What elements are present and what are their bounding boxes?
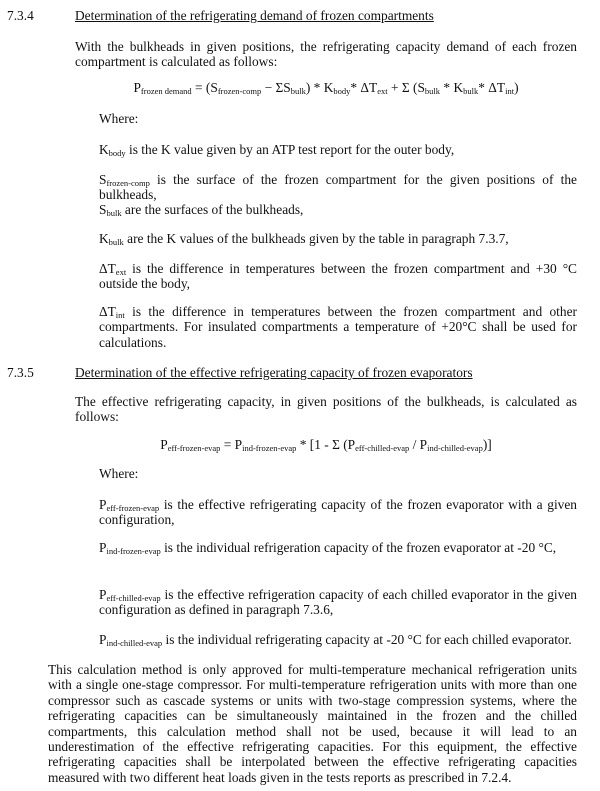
section-number-7-3-5: 7.3.5 xyxy=(7,365,34,380)
section-number-7-3-4: 7.3.4 xyxy=(7,8,34,23)
definition-p-ind-frozen-evap: $P_{ind-frozen-evap}$ is the individual refrigeration capacity of the frozen evaporator at -20 °C, xyxy=(99,540,557,556)
section-title-7-3-4: Determination of the refrigerating demand of frozen compartments xyxy=(75,8,434,23)
definition-k-body: $K_{body}$ is the K value given by an ATP test report for the outer body, xyxy=(99,142,455,158)
where-label: Where: xyxy=(99,111,139,126)
effective-capacity-formula: $P_{eff-frozen-evap} = P_{ind-frozen-evap} * [1 - \Sigma$ $(P_{eff-chilled-evap} / P_{ind-chilled-evap})$] xyxy=(160,437,492,453)
where-label-2: Where: xyxy=(99,466,139,481)
definition-p-eff-chilled-evap: $P_{eff-chilled-evap}$ is the effective refrigeration capacity of each chilled evaporator in the given configuration as defined in paragraph 7.3.6, xyxy=(99,587,577,618)
definition-k-bulk: $K_{bulk}$ are the K values of the bulkheads given by the table in paragraph 7.3.7, xyxy=(99,231,509,247)
method-limitation-paragraph: This calculation method is only approved for multi-temperature mechanical refrigeration units with a single one-stage compressor. For multi-temperature refrigeration units with more than one compressor such as cascade systems or units with two-stage compression systems, where the refrigerating capacities can be simultaneously maintained in the frozen and the chilled compartments, this calculation method shall not be used, because it will lead to an underestimation of the effective refrigerating capacities. For this equipment, the effective refrigerating capacities shall be interpolated between the effective refrigerating capacities measured with two different heat loads given in the tests reports as prescribed in 7.2.4. xyxy=(48,662,577,785)
frozen-demand-intro: With the bulkheads in given positions, the refrigerating capacity demand of each frozen compartment is calculated as follows: xyxy=(75,39,577,70)
definition-delta-t-ext: $\Delta T_{ext}$ is the difference in temperatures between the frozen compartment and +30 °C outside the body, xyxy=(99,261,577,292)
definition-s-frozen-comp: $S_{frozen-comp}$ is the surface of the frozen compartment for the given positions of the bulkheads, xyxy=(99,172,577,203)
effective-capacity-intro: The effective refrigerating capacity, in given positions of the bulkheads, is calculated as follows: xyxy=(75,394,577,425)
definition-delta-t-int: $\Delta T_{int}$ is the difference in temperatures between the frozen compartment and other compartments. For insulated compartments a temperature of +20°C shall be used for calculations. xyxy=(99,304,577,350)
definition-s-bulk: $S_{bulk}$ are the surfaces of the bulkheads, xyxy=(99,202,304,218)
section-title-7-3-5: Determination of the effective refrigerating capacity of frozen evaporators xyxy=(75,365,473,380)
frozen-demand-formula: $P_{frozen demand} = (S_{frozen-comp} - \Sigma S_{bulk}) * K_{body}*$ $\Delta T_{ext} + \Sigma$ ($S_{bulk} * K_{bulk}*$ $\Delta T_{int}$) xyxy=(133,80,519,96)
definition-p-ind-chilled-evap: $P_{ind-chilled-evap}$ is the individual refrigerating capacity at -20 °C for each chilled evaporator. xyxy=(99,632,572,648)
definition-p-eff-frozen-evap: $P_{eff-frozen-evap}$ is the effective refrigerating capacity of the frozen evaporator with a given configuration, xyxy=(99,497,577,528)
